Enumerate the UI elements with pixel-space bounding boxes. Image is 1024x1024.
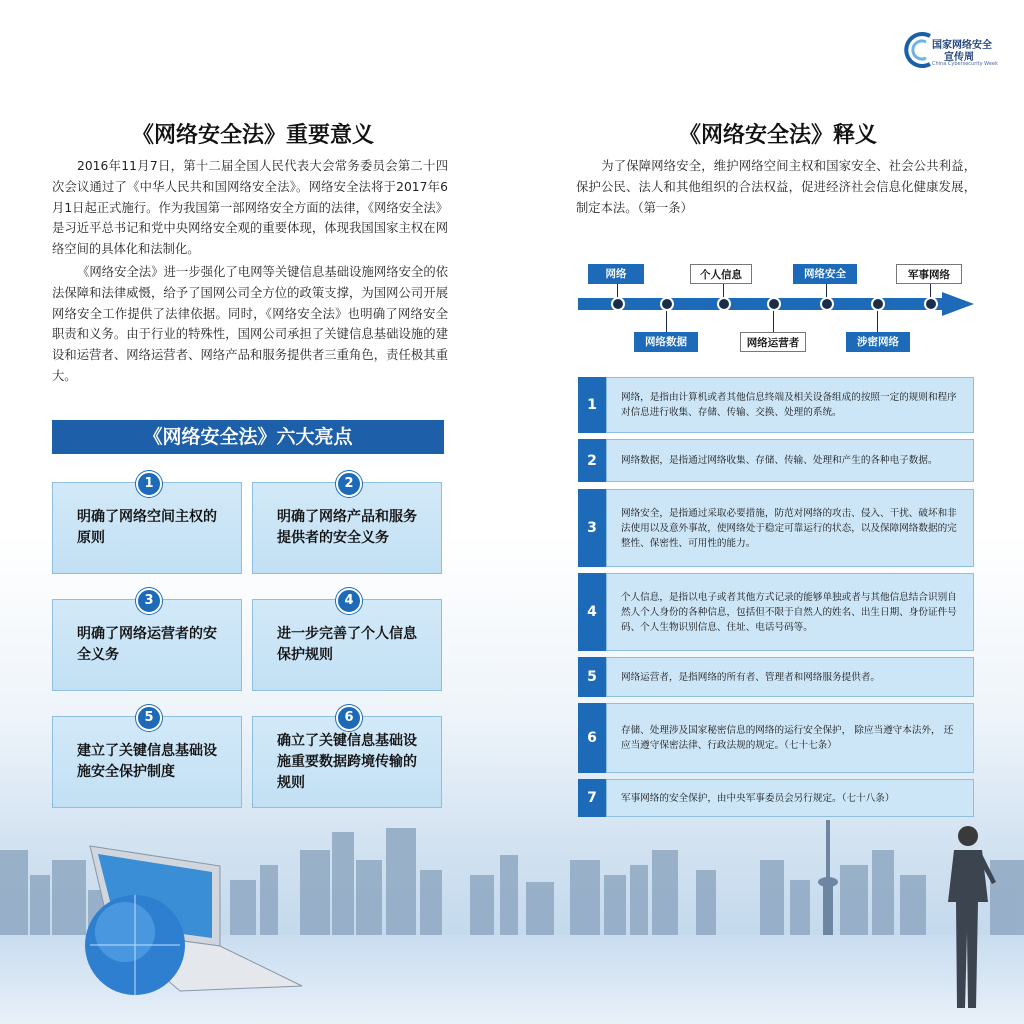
definition-row-6 <box>578 703 974 773</box>
definition-number: 2 <box>578 439 606 482</box>
timeline-arrow-icon <box>942 292 974 316</box>
timeline-stem <box>877 308 878 332</box>
cyber-week-logo <box>904 28 1004 72</box>
highlight-number-2: 2 <box>336 471 362 497</box>
highlight-number-3: 3 <box>136 588 162 614</box>
timeline-stem <box>666 308 667 332</box>
highlight-number-1: 1 <box>136 471 162 497</box>
timeline-dot <box>717 297 731 311</box>
highlight-text: 确立了关键信息基础设施重要数据跨境传输的规则 <box>277 732 417 791</box>
left-title: 《网络安全法》重要意义 <box>131 123 374 148</box>
timeline-dot <box>820 297 834 311</box>
definition-row-2 <box>578 439 974 482</box>
definition-text: 网络安全，是指通过采取必要措施，防范对网络的攻击、侵入、干扰、破坏和非法使用以及意外事故，使网络处于稳定可靠运行的状态，以及保障网络数据的完整性、保密性、可用性的能力。 <box>606 489 974 567</box>
definition-row-4 <box>578 573 974 651</box>
highlight-number-4: 4 <box>336 588 362 614</box>
right-title: 《网络安全法》释义 <box>678 123 877 148</box>
highlight-text: 进一步完善了个人信息保护规则 <box>277 626 417 663</box>
definition-number: 4 <box>578 573 606 651</box>
globe-logo-icon <box>904 30 934 70</box>
definition-row-1 <box>578 377 974 433</box>
highlight-text: 明确了网络空间主权的原则 <box>77 509 217 546</box>
logo-text-line3: China Cybersecurity Week <box>932 61 998 67</box>
highlight-text: 建立了关键信息基础设施安全保护制度 <box>77 743 217 780</box>
timeline-dot <box>660 297 674 311</box>
definition-text: 网络，是指由计算机或者其他信息终端及相关设备组成的按照一定的规则和程序对信息进行收集、存储、传输、交换、处理的系统。 <box>606 377 974 433</box>
person-figure-illustration <box>938 822 998 1012</box>
timeline-dot <box>871 297 885 311</box>
definition-number: 5 <box>578 657 606 697</box>
definition-number: 3 <box>578 489 606 567</box>
timeline-label-network-operator: 网络运营者 <box>740 332 806 352</box>
definition-row-7 <box>578 779 974 817</box>
highlight-number-5: 5 <box>136 705 162 731</box>
definition-number: 6 <box>578 703 606 773</box>
logo-text-line1: 国家网络安全 <box>932 40 992 51</box>
definition-text: 存储、处理涉及国家秘密信息的网络的运行安全保护， 除应当遵守本法外， 还应当遵守保密法律、行政法规的规定。（七十七条） <box>606 703 974 773</box>
definition-number: 1 <box>578 377 606 433</box>
timeline-label-classified-network: 涉密网络 <box>846 332 910 352</box>
definition-text: 网络数据，是指通过网络收集、存储、传输、处理和产生的各种电子数据。 <box>606 439 974 482</box>
definition-row-3 <box>578 489 974 567</box>
highlight-number-6: 6 <box>336 705 362 731</box>
highlights-title-bar: 《网络安全法》六大亮点 <box>52 420 444 454</box>
timeline-stem <box>773 308 774 332</box>
significance-paragraph-1: 2016年11月7日，第十二届全国人民代表大会常务委员会第二十四次会议通过了《中华人民共和国网络安全法》。网络安全法将于2017年6月1日起正式施行。作为我国第一部网络安全方面的法律，《网络安全法》是习近平总书记和党中央网络安全观的重要体现，体现我国国家主权在网络空间的具体化和法制化。 <box>52 159 448 257</box>
globe-icon <box>80 890 190 1000</box>
timeline-label-network-data: 网络数据 <box>634 332 698 352</box>
timeline-bar <box>578 298 944 310</box>
timeline-label-network: 网络 <box>588 264 644 284</box>
timeline-label-network-security: 网络安全 <box>793 264 857 284</box>
highlight-text: 明确了网络产品和服务提供者的安全义务 <box>277 509 417 546</box>
significance-paragraph-2: 《网络安全法》进一步强化了电网等关键信息基础设施网络安全的依法保障和法律威慑，给予了国网公司全方位的政策支撑，为国网公司开展网络安全工作提供了法律依据。同时，《网络安全法》也明确了网络安全职责和义务。由于行业的特殊性，国网公司承担了关键信息基础设施的建设和运营者、网络运营者、网络产品和服务提供者三重角色，责任极其重大。 <box>52 265 448 383</box>
timeline-label-military-network: 军事网络 <box>896 264 962 284</box>
definition-text: 军事网络的安全保护，由中央军事委员会另行规定。（七十八条） <box>606 779 974 817</box>
highlight-text: 明确了网络运营者的安全义务 <box>77 626 217 663</box>
logo-text-line2: 宣传周 <box>944 52 974 63</box>
intro-paragraph: 为了保障网络安全，维护网络空间主权和国家安全、社会公共利益，保护公民、法人和其他组织的合法权益，促进经济社会信息化健康发展，制定本法。（第一条） <box>576 159 976 215</box>
definition-text: 个人信息，是指以电子或者其他方式记录的能够单独或者与其他信息结合识别自然人个人身份的各种信息，包括但不限于自然人的姓名、出生日期、身份证件号码、个人生物识别信息、住址、电话号码等。 <box>606 573 974 651</box>
definition-text: 网络运营者，是指网络的所有者、管理者和网络服务提供者。 <box>606 657 974 697</box>
definition-number: 7 <box>578 779 606 817</box>
timeline-dot <box>924 297 938 311</box>
definition-row-5 <box>578 657 974 697</box>
timeline-dot <box>767 297 781 311</box>
timeline-dot <box>611 297 625 311</box>
timeline-label-personal-info: 个人信息 <box>690 264 752 284</box>
